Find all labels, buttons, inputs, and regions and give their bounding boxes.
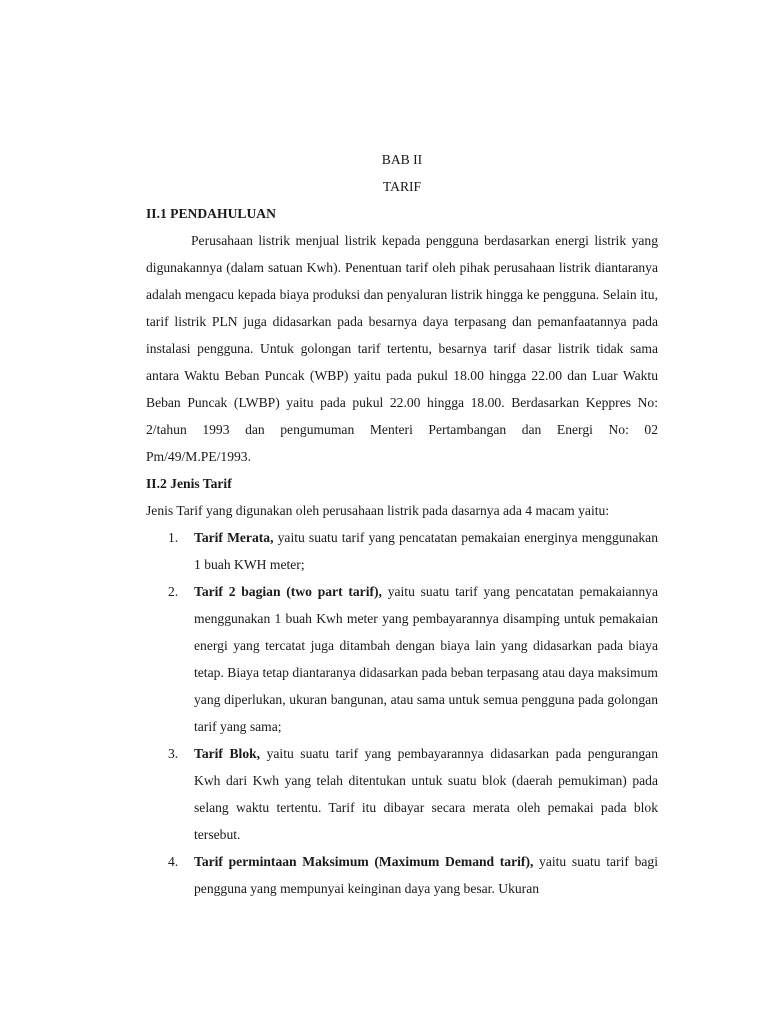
list-item-term: Tarif Merata, <box>194 530 274 545</box>
section-intro-jenis-tarif: Jenis Tarif yang digunakan oleh perusahaan listrik pada dasarnya ada 4 macam yaitu: <box>146 503 610 518</box>
list-item-term: Tarif 2 bagian (two part tarif), <box>194 584 382 599</box>
chapter-label: BAB II <box>381 152 423 167</box>
section-paragraph-pendahuluan: Perusahaan listrik menjual listrik kepada pengguna berdasarkan energi listrik yang digunakannya (dalam satuan Kwh). Penentuan tarif oleh pihak perusahaan listrik diantaranya adalah mengacu kepada biaya produksi dan penyaluran listrik hingga ke pengguna. Selain itu, tarif listrik PLN juga didasarkan pada besarnya daya terpasang dan pemanfaatannya pada instalasi pengguna. Untuk golongan tarif tertentu, besarnya tarif dasar listrik tidak sama antara Waktu Beban Puncak (WBP) yaitu pada pukul 18.00 hingga 22.00 dan Luar Waktu Beban Puncak (LWBP) yaitu pada pukul 22.00 hingga 18.00. Berdasarkan Keppres No: 2/tahun 1993 dan pengumuman Menteri Pertambangan dan Energi No: 02 <box>146 233 658 437</box>
list-item-text: yaitu suatu tarif yang pembayarannya didasarkan pada pengurangan Kwh dari Kwh yang telah ditentukan untuk suatu blok (daerah pemukiman) pada selang waktu tertentu. Tarif itu dibayar secara merata oleh pemakai pada blok tersebut. <box>194 746 658 842</box>
list-item-number: 3. <box>168 746 179 761</box>
tarif-list <box>146 524 658 902</box>
section-heading-pendahuluan: II.1 PENDAHULUAN <box>146 206 276 221</box>
list-item <box>146 524 658 578</box>
list-item <box>146 740 658 848</box>
list-item-term: Tarif permintaan Maksimum (Maximum Demand tarif), <box>194 854 534 869</box>
document-page <box>146 146 658 902</box>
list-item-number: 4. <box>168 854 179 869</box>
list-item <box>146 578 658 740</box>
list-item <box>146 848 658 902</box>
list-item-text: yaitu suatu tarif yang pencatatan pemakaian energinya menggunakan 1 buah KWH meter; <box>194 530 658 572</box>
section-paragraph-pendahuluan-end: Pm/49/M.PE/1993. <box>146 449 251 464</box>
list-item-number: 1. <box>168 530 179 545</box>
list-item-text: yaitu suatu tarif yang pencatatan pemakaiannya menggunakan 1 buah Kwh meter yang pembayarannya disamping untuk pemakaian energi yang tercatat juga ditambah dengan biaya lain yang didasarkan pada biaya tetap. Biaya tetap diantaranya didasarkan pada beban terpasang atau daya maksimum yang diperlukan, ukuran bangunan, atau sama untuk semua pengguna pada golongan tarif yang sama; <box>194 584 658 734</box>
list-item-number: 2. <box>168 584 179 599</box>
chapter-title: TARIF <box>382 179 422 194</box>
list-item-text: yaitu suatu tarif bagi pengguna yang mempunyai keinginan daya yang besar. Ukuran <box>194 854 658 896</box>
section-heading-jenis-tarif: II.2 Jenis Tarif <box>146 476 232 491</box>
list-item-term: Tarif Blok, <box>194 746 261 761</box>
